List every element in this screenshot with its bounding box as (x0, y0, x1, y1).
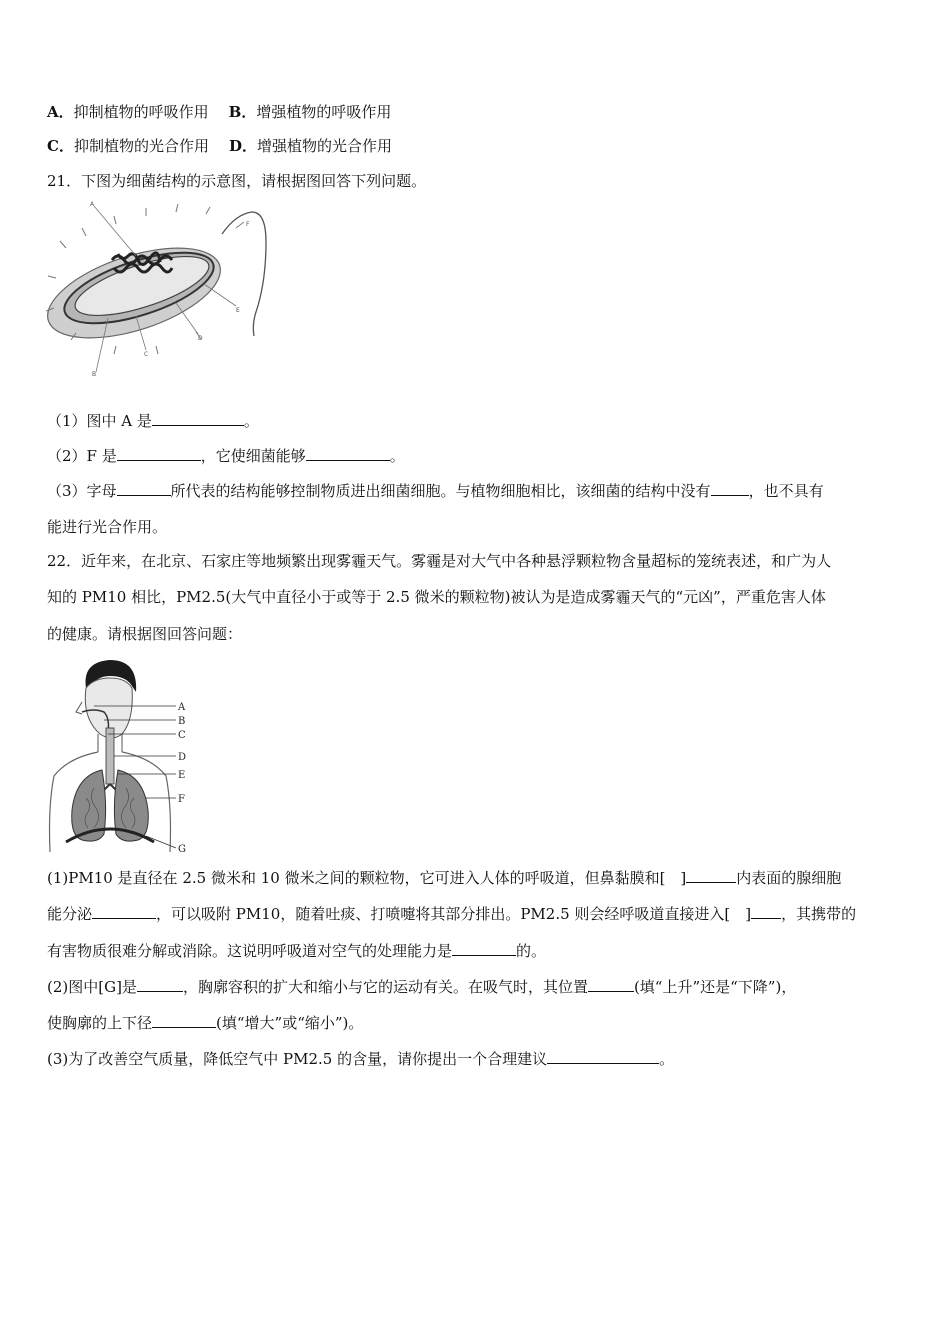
bacteria-label-a: A (90, 201, 95, 208)
respiratory-label-c: C (178, 730, 186, 741)
answer-blank[interactable] (152, 411, 244, 426)
option-a-text: 抑制植物的呼吸作用 (73, 103, 209, 121)
q22-sub2-text-a: (2)图中[G]是 (47, 978, 137, 996)
answer-blank[interactable] (452, 941, 516, 956)
q22-sub1-text-c: 能分泌 (47, 905, 93, 923)
option-d-letter: D． (228, 137, 257, 155)
option-row-cd (47, 136, 392, 156)
respiratory-label-g: G (178, 844, 186, 855)
respiratory-label-e: E (178, 770, 186, 781)
q22-sub2-text-d: 使胸廓的上下径 (47, 1014, 153, 1032)
option-c-letter: C． (47, 137, 74, 155)
q22-stem-line1: 22．近年来，在北京、石家庄等地频繁出现雾霾天气。雾霾是对大气中各种悬浮颗粒物含量超标的笼统表述，和广为人 (47, 552, 832, 570)
option-d-text: 增强植物的光合作用 (256, 137, 392, 155)
bacteria-diagram-svg (46, 198, 286, 378)
answer-blank[interactable] (711, 481, 749, 496)
answer-blank[interactable] (686, 868, 736, 883)
respiratory-label-a: A (178, 702, 186, 713)
q22-sub2-text-b: ，胸廓容积的扩大和缩小与它的运动有关。在吸气时，其位置 (182, 978, 588, 996)
q22-sub1-text-g: 的。 (516, 942, 547, 960)
answer-blank[interactable] (306, 446, 390, 461)
bacteria-label-b: B (92, 371, 97, 378)
bacteria-label-d: D (198, 335, 203, 342)
q22-sub1-text-b: 内表面的腺细胞 (736, 869, 842, 887)
q21-part2-text-c: 。 (389, 447, 405, 465)
q22-sub1-text-e: ，其携带的 (781, 905, 857, 923)
option-c-text: 抑制植物的光合作用 (73, 137, 209, 155)
q22-sub3 (47, 1049, 674, 1069)
answer-blank[interactable] (547, 1049, 659, 1064)
q22-sub1-text-a: (1)PM10 是直径在 2.5 微米和 10 微米之间的颗粒物，它可进入人体的呼吸道，但鼻黏膜和[ ] (47, 869, 687, 887)
q21-part2 (47, 446, 405, 466)
q21-stem: 21．下图为细菌结构的示意图，请根据图回答下列问题。 (47, 172, 427, 190)
option-b-text: 增强植物的呼吸作用 (256, 103, 392, 121)
answer-blank[interactable] (137, 977, 183, 992)
q21-part1-text-b: 。 (243, 412, 259, 430)
respiratory-label-b: B (178, 716, 186, 727)
option-row-ab (47, 102, 391, 122)
q22-stem-line3: 的健康。请根据图回答问题： (47, 625, 243, 643)
answer-blank[interactable] (117, 481, 171, 496)
q22-sub1-text-f: 有害物质很难分解或消除。这说明呼吸道对空气的处理能力是 (47, 942, 453, 960)
respiratory-label-f: F (178, 794, 185, 805)
q21-part3-text-a: （3）字母 (47, 482, 117, 500)
answer-blank[interactable] (751, 904, 781, 919)
bacteria-diagram (46, 198, 286, 378)
q21-part3-cont: 能进行光合作用。 (47, 518, 168, 536)
q22-sub1-line2 (47, 904, 856, 924)
q22-sub1-line3 (47, 941, 546, 961)
q21-part2-text-b: ，它使细菌能够 (200, 447, 306, 465)
bacteria-label-e: E (236, 307, 240, 314)
respiratory-diagram (46, 658, 196, 856)
option-a-letter: A． (47, 103, 74, 121)
q22-sub2-text-e: (填“增大”或“缩小”)。 (216, 1014, 364, 1032)
bacteria-label-c: C (144, 351, 149, 358)
answer-blank[interactable] (152, 1013, 216, 1028)
q22-sub2-line1 (47, 977, 796, 997)
q21-part2-text-a: （2）F 是 (47, 447, 117, 465)
q21-part3-text-c: ，也不具有 (748, 482, 824, 500)
q22-sub2-text-c: (填“上升”还是“下降”)， (633, 978, 797, 996)
q22-sub1-line1 (47, 868, 841, 888)
q21-part1-text-a: （1）图中 A 是 (47, 412, 152, 430)
q21-part3-text-b: 所代表的结构能够控制物质进出细菌细胞。与植物细胞相比，该细菌的结构中没有 (170, 482, 711, 500)
answer-blank[interactable] (92, 904, 156, 919)
respiratory-diagram-svg (46, 658, 196, 856)
q22-sub3-text-a: (3)为了改善空气质量，降低空气中 PM2.5 的含量，请你提出一个合理建议 (47, 1050, 548, 1068)
answer-blank[interactable] (117, 446, 201, 461)
option-b-letter: B． (228, 103, 257, 121)
q21-part1 (47, 411, 259, 431)
q22-sub3-text-b: 。 (659, 1050, 675, 1068)
q21-part3 (47, 481, 824, 501)
answer-blank[interactable] (588, 977, 634, 992)
q22-sub1-text-d: ，可以吸附 PM10，随着吐痰、打喷嚏将其部分排出。PM2.5 则会经呼吸道直接进入[ ] (156, 905, 752, 923)
respiratory-label-d: D (178, 752, 187, 763)
bacteria-label-f: F (246, 221, 250, 228)
q22-sub2-line2 (47, 1013, 363, 1033)
q22-stem-line2: 知的 PM10 相比，PM2.5(大气中直径小于或等于 2.5 微米的颗粒物)被认为是造成雾霾天气的“元凶”，严重危害人体 (47, 588, 826, 606)
